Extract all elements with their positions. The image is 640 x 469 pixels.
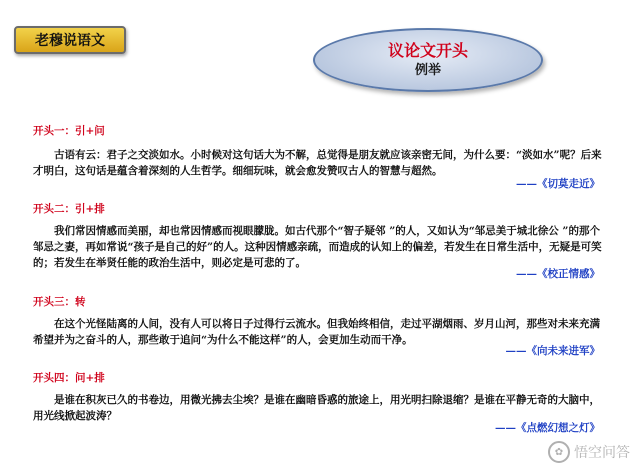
section-3-source: ——《向未来进军》: [505, 345, 600, 357]
page-title: 议论文开头: [387, 41, 468, 60]
section-3-label: 开头三：转: [33, 296, 86, 308]
section-4-text: 是谁在积灰已久的书卷边，用微光拂去尘埃？是谁在幽暗昏惑的旅途上，用光明扫除退缩？是谁在平静无奇的大脑中，用光线掀起波涛？: [33, 394, 600, 422]
brand-badge: 老穆说语文: [14, 26, 126, 54]
section-2-text: 我们常因情感而美丽，却也常因情感而视眼朦胧。如古代那个“智子疑邻 ”的人，又如认为“邹忌美于城北徐公 ”的那个邹忌之妻，再如常说“孩子是自己的好”的人。这种因情感亲疏，而造成的认知上的偏差，若发生在日常生活中，无疑是可笑的；若发生在举贤任能的政治生活中，则必定是可悲的了。: [33, 225, 602, 269]
page-subtitle: 例举: [414, 63, 441, 78]
section-2-source: ——《校正情感》: [516, 268, 600, 280]
section-4-source: ——《点燃幻想之灯》: [495, 422, 600, 434]
section-2-label: 开头二：引+排: [33, 203, 105, 215]
title-oval: [313, 28, 543, 92]
section-1-label: 开头一：引+问: [33, 125, 105, 137]
section-1-source: ——《切莫走近》: [516, 178, 600, 190]
chat-bubble-icon: ✿: [548, 441, 570, 463]
section-1-text: 古语有云：君子之交淡如水。小时候对这句话大为不解，总觉得是朋友就应该亲密无间，为什么要：“淡如水”呢？后来才明白，这句话是蕴含着深刻的人生哲学。细细玩味，就会愈发赞叹古人的智慧与超然。: [33, 149, 602, 177]
watermark: [548, 441, 630, 463]
watermark-text: 悟空问答: [574, 445, 630, 461]
section-4-label: 开头四：问+排: [33, 372, 105, 384]
section-3-text: 在这个光怪陆离的人间，没有人可以将日子过得行云流水。但我始终相信，走过平湖烟雨、岁月山河，那些对未来充满希望并为之奋斗的人，那些敢于追问“为什么不能这样”的人，会更加生动而干净。: [33, 318, 600, 346]
